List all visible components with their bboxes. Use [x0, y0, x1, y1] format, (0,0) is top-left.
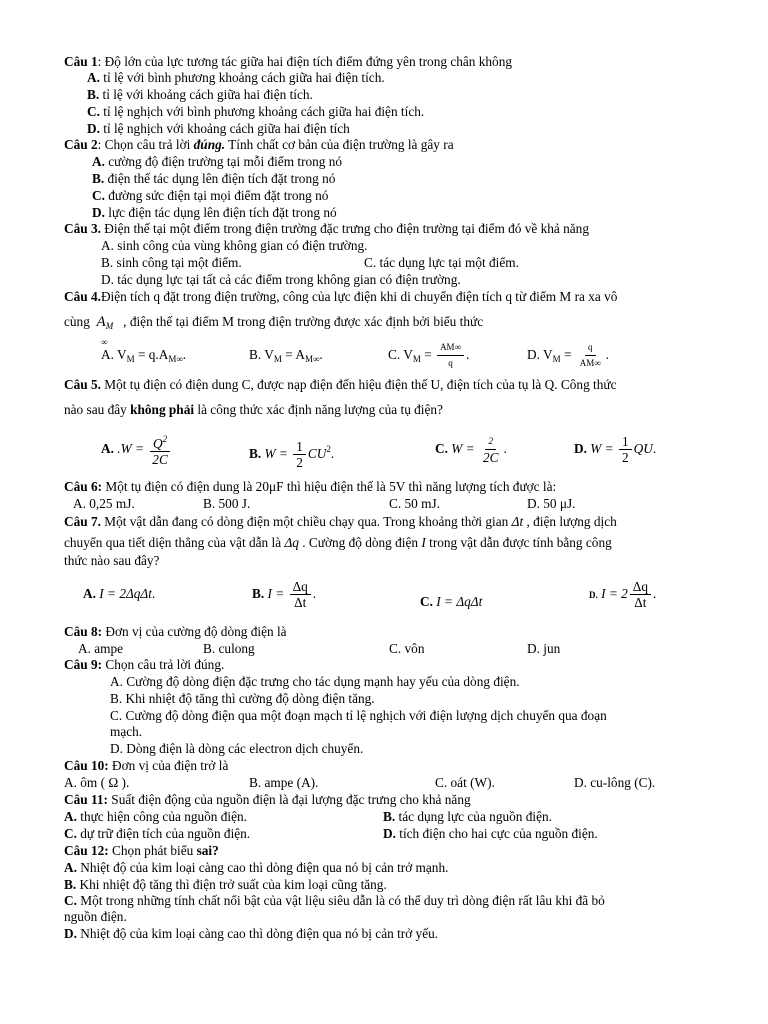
fraction: $\frac{1}{2}$: [619, 434, 632, 465]
question-5-stem-line2: nào sau đây không phải là công thức xác định năng lượng của tụ điện?: [64, 402, 443, 417]
question-4-stem: Câu 4.Điện tích q đặt trong điện trường, công của lực điện khi di chuyển điện tích q từ điểm M ra xa vô: [64, 289, 618, 304]
q1-option-b: B. tỉ lệ với khoảng cách giữa hai điện tích.: [87, 87, 313, 102]
q10-option-c: C. oát (W).: [435, 775, 495, 790]
q3-option-a: A. sinh công của vùng không gian có điện trường.: [101, 238, 368, 253]
q10-option-a: A. ôm ( Ω ).: [64, 775, 130, 790]
question-text: : Độ lớn của lực tương tác giữa hai điện tích điểm đứng yên trong chân không: [97, 54, 512, 69]
q12-option-d: D. Nhiệt độ của kim loại càng cao thì dòng điện qua nó bị cản trở yếu.: [64, 926, 439, 941]
q4-option-d: D. $V_M$ = $\frac{q}{AM\infty}$ .: [527, 340, 609, 374]
question-4-stem-line2: cùng $A_M$ , điện thế tại điểm M trong điện trường được xác định bởi biểu thức: [64, 314, 484, 331]
q2-option-d: D. lực điện tác dụng lên điện tích đặt trong nó: [92, 205, 337, 220]
q5-option-b: B. W = $\frac{1}{2}$ $CU^2$.: [249, 439, 335, 471]
fraction: $\frac{\Delta q}{\Delta t}$: [290, 579, 311, 610]
question-10-stem: Câu 10: Đơn vị của điện trở là: [64, 758, 229, 773]
q12-option-c-cont: nguồn điện.: [64, 909, 127, 924]
q1-option-c: C. tỉ lệ nghịch với bình phương khoảng cách giữa hai điện tích.: [87, 104, 425, 119]
q12-option-a: A. Nhiệt độ của kim loại càng cao thì dòng điện qua nó bị cản trở mạnh.: [64, 860, 449, 875]
question-12-stem: Câu 12: Chọn phát biểu sai?: [64, 843, 219, 858]
q9-option-c-cont: mạch.: [110, 724, 143, 739]
q12-option-b: B. Khi nhiệt độ tăng thì điện trở suất của kim loại cũng tăng.: [64, 877, 387, 892]
q10-option-d: D. cu-lông (C).: [574, 775, 656, 790]
q5-option-c: C. W = $\frac{2}{2C}$ .: [435, 436, 507, 466]
q6-option-b: B. 500 J.: [203, 496, 251, 511]
fraction: $\frac{2}{2C}$: [482, 436, 499, 466]
q8-option-b: B. culong: [203, 641, 255, 656]
q1-option-d: D. tỉ lệ nghịch với khoảng cách giữa hai điện tích: [87, 121, 350, 136]
q12-option-c: C. Một trong những tính chất nổi bật của vật liệu siêu dẫn là có thể duy trì dòng điện rất lâu khi đã bỏ: [64, 893, 605, 908]
q7-option-d: D. I = 2 $\frac{\Delta q}{\Delta t}$ .: [589, 579, 657, 611]
fraction: $\frac{Q^2}{2C}$: [149, 432, 171, 467]
q1-option-a: A. tỉ lệ với bình phương khoảng cách giữa hai điện tích.: [87, 70, 385, 85]
q6-option-c: C. 50 mJ.: [389, 496, 440, 511]
q9-option-b: B. Khi nhiệt độ tăng thì cường độ dòng điện tăng.: [110, 691, 375, 706]
q2-option-c: C. đường sức điện tại mọi điểm đặt trong nó: [92, 188, 329, 203]
q11-option-d: D. tích điện cho hai cực của nguồn điện.: [383, 826, 598, 841]
q7-option-c: C. I = ΔqΔt: [420, 594, 483, 609]
question-3-stem: Câu 3. Điện thế tại một điểm trong điện trường đặc trưng cho điện trường tại điểm đó về khả năng: [64, 221, 589, 236]
infinity-mark: ∞: [101, 337, 108, 347]
q11-option-c: C. dự trữ điện tích của nguồn điện.: [64, 826, 251, 841]
q7-option-a: A. I = 2ΔqΔt.: [83, 586, 156, 601]
question-7-stem-line3: thức nào sau đây?: [64, 553, 160, 568]
q5-option-a: A. .W = $\frac{Q^2}{2C}$: [101, 432, 173, 467]
q4-option-a: A. $V_M = q.A_{M\infty}$.: [101, 347, 187, 364]
q11-option-a: A. thực hiện công của nguồn điện.: [64, 809, 247, 824]
question-1-stem: [64, 54, 512, 70]
q3-option-d: D. tác dụng lực tại tất cả các điểm trong không gian có điện trường.: [101, 272, 461, 287]
question-2-stem: Câu 2: Chọn câu trả lời đúng. Tính chất cơ bản của điện trường là gây ra: [64, 137, 454, 152]
q9-option-a: A. Cường độ dòng điện đặc trưng cho tác dụng mạnh hay yếu của dòng điện.: [110, 674, 520, 689]
question-7-stem-line2: chuyển qua tiết diện thẳng của vật dẫn là Δq . Cường độ dòng điện I trong vật dẫn được tính bằng công: [64, 535, 612, 550]
q8-option-a: A. ampe: [78, 641, 124, 656]
question-6-stem: Câu 6: Một tụ điện có điện dung là 20μF thì hiệu điện thế là 5V thì năng lượng tích được là:: [64, 479, 557, 494]
question-5-stem: Câu 5. Một tụ điện có điện dung C, được nạp điện đến hiệu điện thế U, điện tích của tụ là Q. Công thức: [64, 377, 617, 392]
question-9-stem: Câu 9: Chọn câu trả lời đúng.: [64, 657, 225, 672]
q6-option-a: A. 0,25 mJ.: [73, 496, 135, 511]
question-7-stem: Câu 7. Một vật dẫn đang có dòng điện một chiều chạy qua. Trong khoảng thời gian Δt , điện lượng dịch: [64, 514, 617, 529]
q9-option-d: D. Dòng điện là dòng các electron dịch chuyển.: [110, 741, 364, 756]
q9-option-c: C. Cường độ dòng điện qua một đoạn mạch tỉ lệ nghịch với điện lượng dịch chuyển qua đoạn: [110, 708, 607, 723]
q2-option-b: B. điện thế tác dụng lên điện tích đặt trong nó: [92, 171, 336, 186]
q11-option-b: B. tác dụng lực của nguồn điện.: [383, 809, 552, 824]
q10-option-b: B. ampe (A).: [249, 775, 319, 790]
q4-option-c: C. $V_M$ = $\frac{AM\infty}{q}$ .: [388, 340, 469, 374]
question-11-stem: Câu 11: Suất điện động của nguồn điện là đại lượng đặc trưng cho khả năng: [64, 792, 471, 807]
q4-option-b: B. $V_M = A_{M\infty}$.: [249, 347, 323, 364]
fraction: $\frac{\Delta q}{\Delta t}$: [630, 579, 651, 610]
question-label: Câu 1: [64, 54, 98, 69]
q7-option-b: B. I = $\frac{\Delta q}{\Delta t}$ .: [252, 579, 317, 611]
q8-option-d: D. jun: [527, 641, 561, 656]
fraction: $\frac{1}{2}$: [293, 439, 306, 470]
q8-option-c: C. vôn: [389, 641, 425, 656]
fraction: $\frac{AM\infty}{q}$: [437, 340, 464, 371]
q2-option-a: A. cường độ điện trường tại mỗi điểm trong nó: [92, 154, 343, 169]
question-8-stem: Câu 8: Đơn vị của cường độ dòng điện là: [64, 624, 287, 639]
fraction: $\frac{q}{AM\infty}$: [579, 342, 601, 369]
q3-option-c: C. tác dụng lực tại một điểm.: [364, 255, 519, 270]
q6-option-d: D. 50 μJ.: [527, 496, 576, 511]
q5-option-d: D. W = $\frac{1}{2}$ QU.: [574, 434, 657, 466]
q3-option-b: B. sinh công tại một điểm.: [101, 255, 242, 270]
